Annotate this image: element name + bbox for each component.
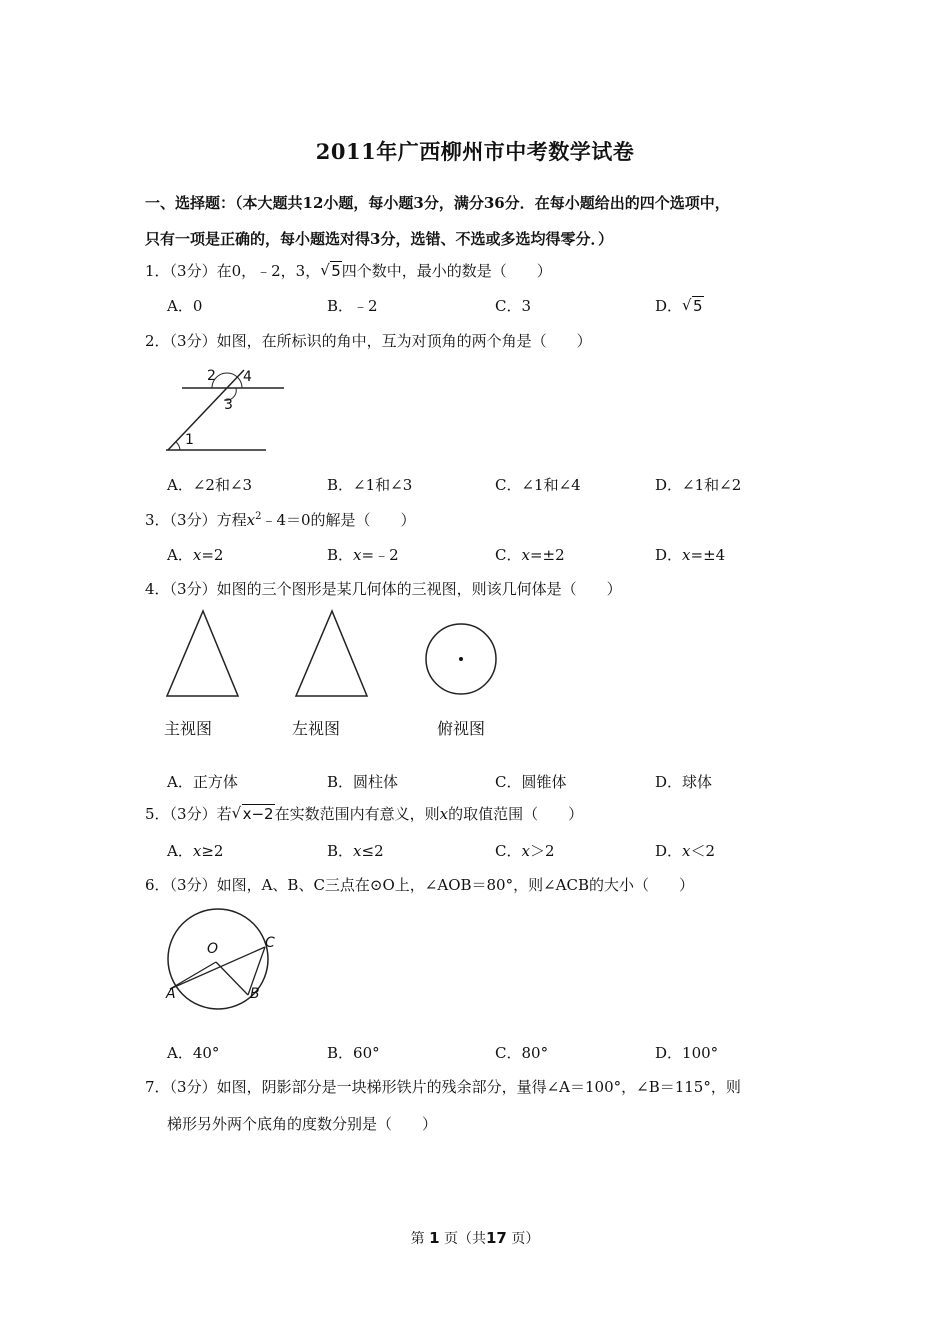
question-1 (145, 260, 552, 281)
question-3 (145, 509, 416, 530)
q5-variable: x (439, 805, 449, 823)
q1-options (167, 295, 807, 315)
q6-option-d[interactable]: D．100° (655, 1044, 719, 1062)
q4-side-view-triangle (295, 610, 369, 698)
q2-option-a[interactable]: A．∠2和∠3 (167, 476, 253, 494)
page-footer (0, 1228, 950, 1248)
footer-middle: 页（共 (444, 1231, 486, 1247)
section-instructions-line-1: 一、选择题：（本大题共12小题，每小题3分，满分36分．在每小题给出的四个选项中， (145, 194, 730, 212)
q6-point-b-label: B (250, 986, 260, 1002)
q4-side-view-label: 左视图 (292, 719, 341, 738)
question-7-line-1: 7．（3分）如图，阴影部分是一块梯形铁片的残余部分，量得∠A＝100°，∠B＝115°，则 (145, 1078, 741, 1096)
q4-top-view-circle (424, 622, 498, 696)
q4-front-view-label: 主视图 (164, 719, 213, 738)
question-2: 2．（3分）如图，在所标识的角中，互为对顶角的两个角是（ ） (145, 332, 592, 350)
q1-radicand: 5 (331, 262, 341, 280)
q3-option-a[interactable]: A．x=2 (167, 546, 224, 564)
q3-variable: x (246, 511, 256, 529)
q1-option-d-label: D． (655, 297, 683, 315)
q6-option-b[interactable]: B．60° (327, 1044, 380, 1062)
q2-option-c[interactable]: C．∠1和∠4 (495, 476, 581, 494)
footer-prefix: 第 (410, 1231, 425, 1247)
q2-angle-label-4: 4 (243, 369, 252, 385)
q1-text-after: 四个数中，最小的数是（ ） (341, 262, 552, 280)
q5-radicand: x−2 (242, 805, 274, 823)
question-7-line-2: 梯形另外两个底角的度数分别是（ ） (167, 1115, 438, 1133)
question-5 (145, 803, 583, 824)
footer-total-pages: 17 (486, 1229, 507, 1247)
q4-front-view-triangle (166, 610, 240, 698)
q1-option-a[interactable]: A．0 (167, 297, 203, 315)
q2-option-b[interactable]: B．∠1和∠3 (327, 476, 413, 494)
q4-option-b[interactable]: B．圆柱体 (327, 773, 399, 791)
question-4: 4．（3分）如图的三个图形是某几何体的三视图，则该几何体是（ ） (145, 580, 622, 598)
footer-suffix: 页） (511, 1231, 540, 1247)
q4-options (167, 771, 807, 791)
q6-options (167, 1042, 807, 1062)
page-title: 2011年广西柳州市中考数学试卷 (315, 139, 635, 164)
q5-sqrt: √ x−2 (231, 804, 274, 823)
footer-page-number: 1 (429, 1229, 440, 1247)
q5-option-b[interactable]: B．x≤2 (327, 842, 384, 860)
q3-text-after: ﹣4＝0的解是（ ） (261, 511, 416, 529)
q5-text-after: 的取值范围（ ） (448, 805, 584, 823)
q3-exponent: 2 (255, 511, 262, 522)
q1-option-c[interactable]: C．3 (495, 297, 532, 315)
q5-option-d[interactable]: D．x＜2 (655, 842, 716, 860)
q6-point-o-label: O (207, 941, 219, 957)
q3-options (167, 544, 807, 564)
q3-option-c[interactable]: C．x=±2 (495, 546, 565, 564)
q6-option-a[interactable]: A．40° (167, 1044, 220, 1062)
q2-option-d[interactable]: D．∠1和∠2 (655, 476, 742, 494)
q1-option-d[interactable]: D． √ 5 (655, 296, 703, 315)
q3-option-d[interactable]: D．x=±4 (655, 546, 726, 564)
q5-option-a[interactable]: A．x≥2 (167, 842, 224, 860)
q1-option-b[interactable]: B．﹣2 (327, 297, 378, 315)
section-instructions-line-2: 只有一项是正确的，每小题选对得3分，选错、不选或多选均得零分．） (145, 230, 613, 248)
q2-angle-label-1: 1 (185, 432, 194, 448)
q4-option-c[interactable]: C．圆锥体 (495, 773, 567, 791)
q4-option-d[interactable]: D．球体 (655, 773, 713, 791)
q2-options (167, 474, 807, 494)
q2-angle-label-3: 3 (224, 397, 233, 413)
q5-text-before: 5．（3分）若 (145, 805, 232, 823)
q5-option-c[interactable]: C．x＞2 (495, 842, 555, 860)
q1-option-d-radicand: 5 (693, 297, 703, 315)
q4-top-view-label: 俯视图 (437, 719, 486, 738)
q1-text-before: 1．（3分）在0，﹣2，3， (145, 262, 321, 280)
q2-angle-label-2: 2 (207, 368, 216, 384)
q3-text-before: 3．（3分）方程 (145, 511, 247, 529)
q1-sqrt: √ 5 (320, 261, 341, 280)
q5-text-middle: 在实数范围内有意义，则 (274, 805, 440, 823)
q3-option-b[interactable]: B．x=﹣2 (327, 546, 399, 564)
question-6: 6．（3分）如图，A、B、C三点在⊙O上，∠AOB＝80°，则∠ACB的大小（ ） (145, 876, 694, 894)
q6-option-c[interactable]: C．80° (495, 1044, 549, 1062)
q5-options (167, 840, 807, 860)
q6-point-c-label: C (265, 935, 275, 951)
q6-point-a-label: A (166, 986, 176, 1002)
q4-option-a[interactable]: A．正方体 (167, 773, 238, 791)
